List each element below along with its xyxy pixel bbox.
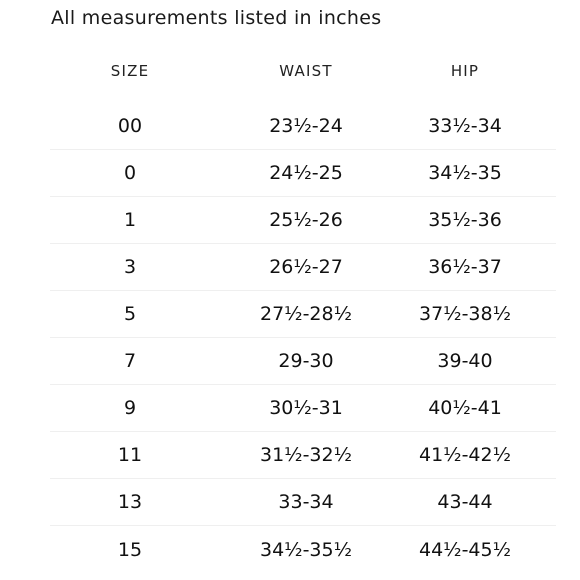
table-row [50,103,556,150]
hip-cell: 36½-37 [428,256,502,278]
table-row [50,244,556,291]
size-cell: 11 [117,444,143,466]
waist-cell: 33-34 [278,491,334,513]
size-cell: 15 [117,538,143,561]
size-cell: 5 [123,303,137,325]
table-row [50,197,556,244]
waist-cell: 24½-25 [269,162,343,184]
size-cell: 00 [117,115,143,137]
table-row [50,432,556,479]
hip-cell: 34½-35 [428,162,502,184]
waist-cell: 25½-26 [269,209,343,231]
header-waist: WAIST [279,62,333,80]
table-row [50,385,556,432]
waist-cell: 34½-35½ [259,538,353,561]
table-row [50,526,556,573]
table-row [50,150,556,197]
table-header [50,50,556,95]
hip-cell: 44½-45½ [418,538,512,561]
size-chart-table [50,50,556,573]
hip-cell: 40½-41 [428,397,502,419]
size-cell: 7 [123,350,137,372]
waist-cell: 26½-27 [269,256,343,278]
waist-cell: 23½-24 [269,115,343,137]
table-row [50,338,556,385]
waist-cell: 27½-28½ [259,303,353,325]
page-title: All measurements listed in inches [51,7,382,29]
hip-cell: 39-40 [437,350,493,372]
waist-cell: 30½-31 [269,397,343,419]
size-cell: 3 [123,256,137,278]
size-cell: 9 [123,397,137,419]
size-cell: 0 [123,162,137,184]
hip-cell: 37½-38½ [418,303,512,325]
waist-cell: 29-30 [278,350,334,372]
hip-cell: 43-44 [437,491,493,513]
table-row [50,291,556,338]
header-hip: HIP [450,62,480,80]
size-cell: 13 [117,491,143,513]
hip-cell: 33½-34 [428,115,502,137]
table-row [50,479,556,526]
hip-cell: 41½-42½ [418,444,512,466]
header-size: SIZE [110,62,150,80]
hip-cell: 35½-36 [428,209,502,231]
size-cell: 1 [123,209,137,231]
waist-cell: 31½-32½ [259,444,353,466]
